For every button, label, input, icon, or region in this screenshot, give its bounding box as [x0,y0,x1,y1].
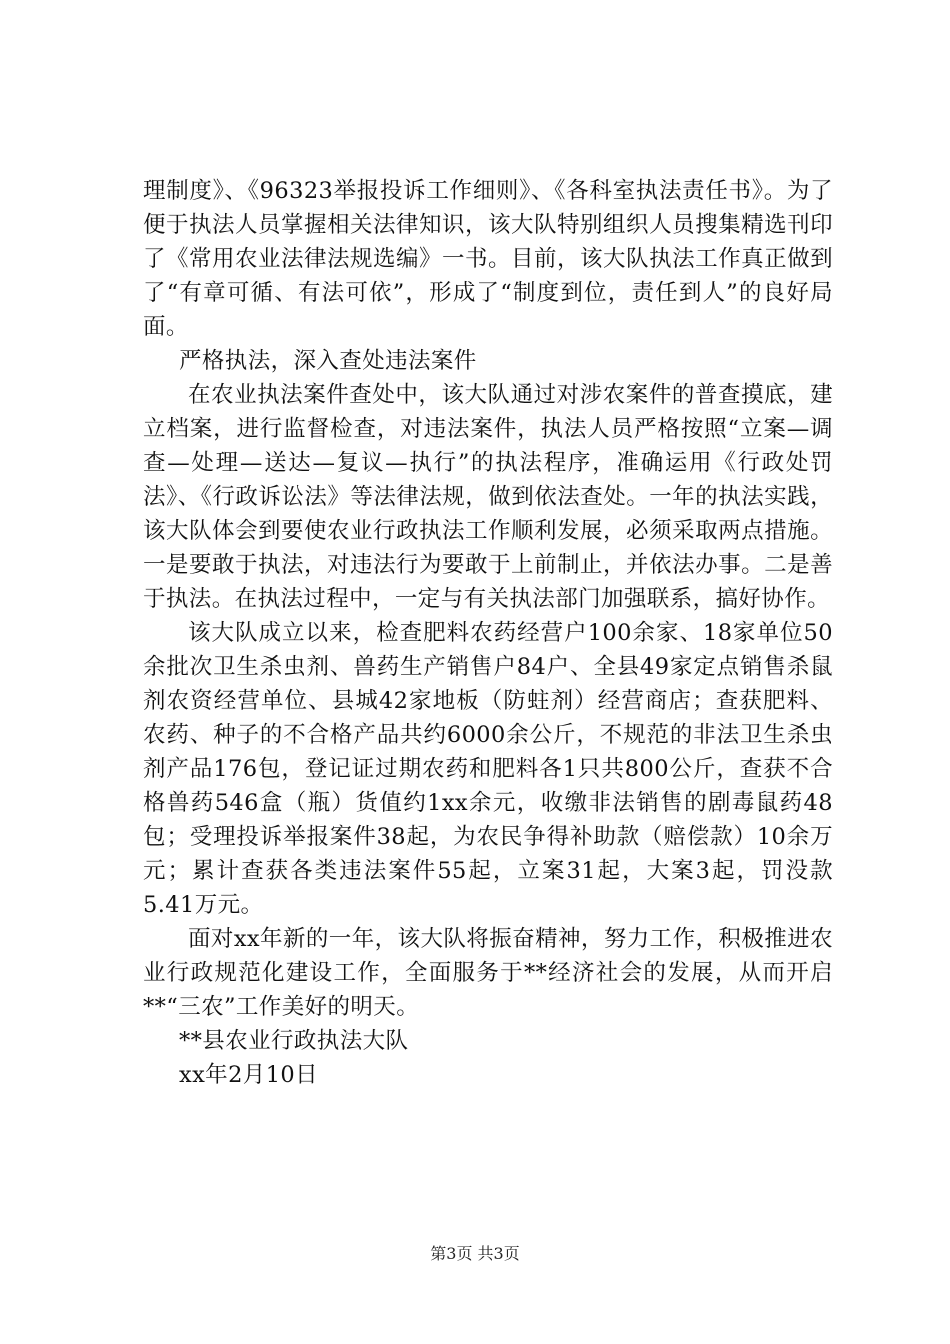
page-number: 第3页 共3页 [430,1244,520,1263]
paragraph-continued: 理制度》、《96323举报投诉工作细则》、《各科室执法责任书》。为了便于执法人员掌握相关法律知识，该大队特别组织人员搜集精选刊印了《常用农业法律法规选编》一书。目前，该大队执法工作真正做到了“有章可循、有法可依”，形成了“制度到位，责任到人”的良好局面。 [143,178,833,340]
paragraph: 面对xx年新的一年，该大队将振奋精神，努力工作，积极推进农业行政规范化建设工作，全面服务于**经济社会的发展，从而开启**“三农”工作美好的明天。 [143,926,833,1020]
paragraph: 该大队成立以来，检查肥料农药经营户100余家、18家单位50余批次卫生杀虫剂、兽药生产销售户84户、全县49家定点销售杀鼠剂农资经营单位、县城42家地板（防蛀剂）经营商店；查获肥料、农药、种子的不合格产品共约6000余公斤，不规范的非法卫生杀虫剂产品176包，登记证过期农药和肥料各1只共800公斤，查获不合格兽药546盒（瓶）货值约1xx余元，收缴非法销售的剧毒鼠药48包；受理投诉举报案件38起，为农民争得补助款（赔偿款）10余万元；累计查获各类违法案件55起，立案31起，大案3起，罚没款5.41万元。 [143,620,833,918]
paragraph: 在农业执法案件查处中，该大队通过对涉农案件的普查摸底，建立档案，进行监督检查，对违法案件，执法人员严格按照“立案—调查—处理—送达—复议—执行”的执法程序，准确运用《行政处罚法》、《行政诉讼法》等法律法规，做到依法查处。一年的执法实践，该大队体会到要使农业行政执法工作顺利发展，必须采取两点措施。一是要敢于执法，对违法行为要敢于上前制止，并依法办事。二是善于执法。在执法过程中，一定与有关执法部门加强联系，搞好协作。 [143,382,833,612]
page-footer [0,1244,950,1264]
document-body [143,174,833,1092]
section-heading: 严格执法，深入查处违法案件 [179,348,477,374]
signature-organization: **县农业行政执法大队 [179,1028,409,1054]
signature-date: xx年2月10日 [179,1062,319,1088]
